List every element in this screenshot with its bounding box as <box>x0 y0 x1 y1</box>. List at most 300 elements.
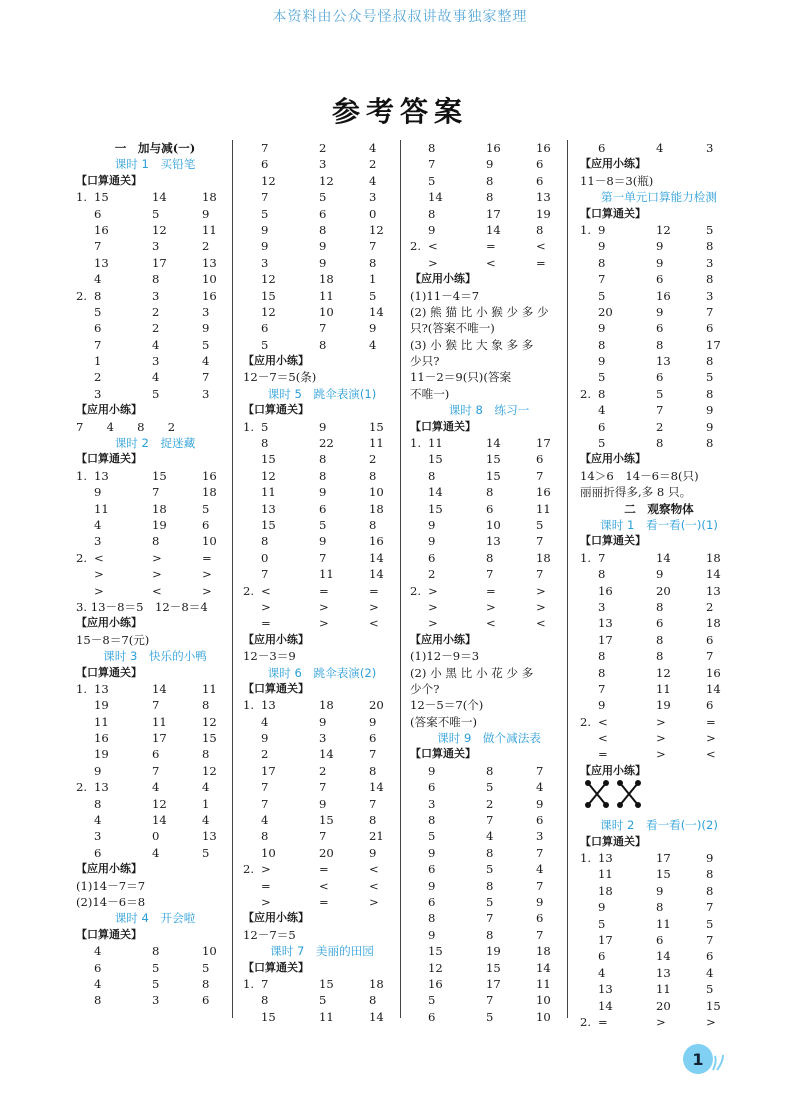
answer-value: 7 <box>369 796 377 811</box>
answer-value: 13 <box>656 965 671 980</box>
answer-value: 5 <box>486 780 494 795</box>
question-number <box>580 932 598 948</box>
answer-row <box>580 948 738 964</box>
answer-value: 7 <box>486 813 494 828</box>
answer-value: = <box>598 747 608 762</box>
answer-value: > <box>94 567 104 582</box>
answer-value: 7 <box>94 239 102 254</box>
answer-value: 7 <box>261 780 269 795</box>
answer-value: 13 <box>94 255 109 270</box>
answer-value: 2 <box>428 567 436 582</box>
answer-value: 5 <box>656 386 664 401</box>
answer-text: 15－8＝7(元) <box>76 632 150 647</box>
answer-value: 12 <box>261 173 276 188</box>
answer-value: 12 <box>319 173 334 188</box>
answer-value: 8 <box>598 665 606 680</box>
answer-value: 15 <box>486 468 501 483</box>
answer-value: 17 <box>598 632 613 647</box>
answer-value: 13 <box>202 829 217 844</box>
answer-row <box>243 156 401 172</box>
question-number <box>410 222 428 238</box>
answer-value: 5 <box>486 894 494 909</box>
answer-value: 14 <box>486 222 501 237</box>
question-number <box>243 517 261 533</box>
answer-value: 16 <box>598 583 613 598</box>
answer-value: 7 <box>94 337 102 352</box>
question-number <box>243 730 261 746</box>
question-number <box>243 320 261 336</box>
question-number <box>410 173 428 189</box>
answer-value: 11 <box>202 222 217 237</box>
answer-value: > <box>202 567 212 582</box>
answer-value: < <box>261 583 271 598</box>
answer-value: 18 <box>536 550 551 565</box>
question-number <box>580 419 598 435</box>
question-number <box>243 501 261 517</box>
question-number <box>580 369 598 385</box>
answer-text: 少只? <box>410 354 440 369</box>
answer-row <box>410 927 568 943</box>
answer-value: 7 <box>656 403 664 418</box>
answer-value: 10 <box>536 993 551 1008</box>
answer-row <box>243 419 401 435</box>
answer-row <box>580 730 738 746</box>
answer-row <box>243 746 401 762</box>
section-header-line <box>243 632 401 648</box>
answer-row <box>76 681 234 697</box>
answer-value: 13 <box>202 255 217 270</box>
question-number: 2. <box>410 239 422 254</box>
section-header: 【应用小练】 <box>76 862 142 876</box>
answer-value: 5 <box>152 960 160 975</box>
answer-value: 8 <box>369 763 377 778</box>
lesson-title-line <box>580 517 738 533</box>
section-header: 【口算通关】 <box>580 834 646 848</box>
question-number <box>76 845 94 861</box>
answer-value: 8 <box>261 436 269 451</box>
answer-row <box>243 140 401 156</box>
answer-value: 8 <box>486 173 494 188</box>
answer-value: 8 <box>656 900 664 915</box>
answer-value: 9 <box>94 763 102 778</box>
question-number <box>76 304 94 320</box>
answer-value: 2 <box>319 141 327 155</box>
answer-value: 7 <box>536 878 544 893</box>
answer-value: 6 <box>536 452 544 467</box>
answer-value: 6 <box>94 321 102 336</box>
answer-row <box>243 501 401 517</box>
answer-value: 6 <box>656 932 664 947</box>
answer-value: 8 <box>486 190 494 205</box>
question-number: 1. <box>76 190 88 205</box>
answer-value: 10 <box>202 272 217 287</box>
question-number <box>580 981 598 997</box>
answer-value: 15 <box>261 517 276 532</box>
section-header-line <box>580 156 738 172</box>
answer-row <box>243 730 401 746</box>
answer-value: = <box>261 878 271 893</box>
unit-title-line <box>76 140 234 156</box>
answer-value: 4 <box>202 354 210 369</box>
answer-value: 11 <box>152 714 167 729</box>
answer-row <box>580 566 738 582</box>
answer-value: 19 <box>656 698 671 713</box>
question-number <box>410 451 428 467</box>
answer-value: 4 <box>152 337 160 352</box>
answer-value: 4 <box>536 780 544 795</box>
cross-lines-icon <box>616 779 642 817</box>
question-number <box>243 992 261 1008</box>
question-number <box>580 665 598 681</box>
section-header-line <box>76 615 234 631</box>
answer-row <box>76 501 234 517</box>
answer-value: 6 <box>94 206 102 221</box>
answer-value: 16 <box>369 534 384 549</box>
answer-value: 15 <box>486 960 501 975</box>
answer-row <box>76 369 234 385</box>
answer-row <box>580 140 738 156</box>
answer-row <box>243 1009 401 1025</box>
answer-value: 14 <box>598 998 613 1013</box>
answer-text: 11－2＝9(只)(答案 <box>410 370 512 385</box>
answer-value: 11 <box>261 485 276 500</box>
question-number <box>410 615 428 631</box>
answer-value: 17 <box>152 255 167 270</box>
answer-value: 5 <box>486 862 494 877</box>
answer-value: 12 <box>202 763 217 778</box>
answer-value: 2 <box>202 239 210 254</box>
answer-value: 9 <box>369 321 377 336</box>
answer-value: 7 <box>536 927 544 942</box>
answer-row <box>76 976 234 992</box>
answer-value: 6 <box>261 321 269 336</box>
answer-row <box>76 714 234 730</box>
question-number <box>243 746 261 762</box>
answer-value: 8 <box>536 222 544 237</box>
question-number <box>580 599 598 615</box>
lesson-title: 课时 7 美丽的田园 <box>270 944 374 959</box>
question-number <box>243 615 261 631</box>
snail-icon <box>683 1044 713 1074</box>
answer-value: < <box>152 583 162 598</box>
answer-value: 2 <box>261 747 269 762</box>
answer-value: 9 <box>428 927 436 942</box>
answer-row <box>76 337 234 353</box>
answer-row <box>580 435 738 451</box>
answer-value: 12 <box>152 796 167 811</box>
answer-row <box>410 779 568 795</box>
section-header-line <box>410 632 568 648</box>
answer-value: > <box>261 599 271 614</box>
unit-title: 二 观察物体 <box>624 501 694 516</box>
question-number <box>410 927 428 943</box>
answer-row <box>76 763 234 779</box>
answer-value: 17 <box>706 337 721 352</box>
answer-value: 3 <box>598 599 606 614</box>
answer-value: 5 <box>202 845 210 860</box>
question-number <box>580 648 598 664</box>
answer-value: 3 <box>706 141 714 155</box>
answer-text: (2) 小 黑 比 小 花 少 多 <box>410 665 534 680</box>
answer-value: 5 <box>369 288 377 303</box>
answer-value: 6 <box>706 949 714 964</box>
answer-value: 16 <box>706 665 721 680</box>
answer-row <box>243 304 401 320</box>
question-number <box>410 845 428 861</box>
lesson-title: 第一单元口算能力检测 <box>601 190 717 205</box>
question-number <box>76 566 94 582</box>
answer-value: 6 <box>656 616 664 631</box>
answer-row <box>76 222 234 238</box>
answer-value: 11 <box>656 982 671 997</box>
answer-value: 16 <box>202 288 217 303</box>
answer-value: 6 <box>656 272 664 287</box>
answer-row <box>243 583 401 599</box>
answer-value: 9 <box>369 845 377 860</box>
answer-value: 3 <box>319 731 327 746</box>
section-header-line <box>76 173 234 189</box>
answer-row <box>580 850 738 866</box>
answer-value: 4 <box>261 714 269 729</box>
answer-row <box>580 550 738 566</box>
lesson-title-line <box>410 730 568 746</box>
answer-row <box>410 796 568 812</box>
answer-value: 5 <box>152 976 160 991</box>
answer-value: 17 <box>486 206 501 221</box>
lesson-title: 课时 5 跳伞表演(1) <box>267 386 377 401</box>
answer-row <box>76 566 234 582</box>
question-number <box>410 484 428 500</box>
answer-row <box>243 779 401 795</box>
answer-value: 18 <box>202 485 217 500</box>
answer-value: 14 <box>369 550 384 565</box>
question-number: 1. <box>580 222 592 237</box>
question-number <box>76 386 94 402</box>
section-header-line <box>76 927 234 943</box>
answer-value: 12 <box>369 222 384 237</box>
answer-value: 9 <box>261 239 269 254</box>
answer-value: 8 <box>656 599 664 614</box>
answer-row <box>580 583 738 599</box>
answer-value: 9 <box>319 796 327 811</box>
answer-value: 7 <box>706 932 714 947</box>
answer-row <box>410 763 568 779</box>
answer-value: 8 <box>706 239 714 254</box>
answer-row <box>76 353 234 369</box>
answer-value: 7 <box>369 747 377 762</box>
answer-value: 11 <box>94 714 109 729</box>
answer-row <box>580 222 738 238</box>
answer-value: 6 <box>428 1009 436 1024</box>
lesson-title: 课时 9 做个减法表 <box>437 731 541 746</box>
question-number <box>580 353 598 369</box>
unit-title-line <box>580 501 738 517</box>
answer-value: 6 <box>598 419 606 434</box>
answer-value: 12 <box>202 714 217 729</box>
answer-value: > <box>536 599 546 614</box>
answer-row <box>243 337 401 353</box>
answer-row <box>243 271 401 287</box>
answer-value: 14 <box>369 304 384 319</box>
answer-value: 3 <box>94 386 102 401</box>
answer-row <box>243 878 401 894</box>
answer-value: 7 <box>319 321 327 336</box>
question-number <box>580 615 598 631</box>
section-header: 【应用小练】 <box>243 911 309 925</box>
section-header: 【口算通关】 <box>410 747 476 761</box>
answer-value: 7 <box>261 190 269 205</box>
unit-title: 一 加与减(一) <box>114 141 196 155</box>
answer-value: 20 <box>598 304 613 319</box>
answer-value: 9 <box>261 731 269 746</box>
answer-value: 8 <box>598 255 606 270</box>
answer-value: 1 <box>94 354 102 369</box>
answer-value: > <box>428 583 438 598</box>
answer-value: 4 <box>94 517 102 532</box>
answer-value: > <box>428 255 438 270</box>
answer-row <box>580 419 738 435</box>
answer-row <box>580 288 738 304</box>
question-number: 2. <box>243 862 255 877</box>
answer-text-line <box>580 484 738 500</box>
section-header-line <box>410 271 568 287</box>
answer-row <box>410 533 568 549</box>
answer-row <box>410 484 568 500</box>
answer-row <box>76 943 234 959</box>
answer-row <box>410 501 568 517</box>
answer-value: 9 <box>598 354 606 369</box>
question-number <box>243 796 261 812</box>
question-number <box>580 566 598 582</box>
answer-value: 12 <box>152 222 167 237</box>
answer-value: 12 <box>428 960 443 975</box>
answer-value: < <box>486 255 496 270</box>
answer-value: 8 <box>94 993 102 1008</box>
answer-value: 16 <box>428 976 443 991</box>
answer-text-line <box>76 419 234 435</box>
lesson-title-line <box>76 156 234 172</box>
answer-row <box>76 828 234 844</box>
answer-value: > <box>656 1014 666 1029</box>
answer-value: > <box>369 894 379 909</box>
answer-row <box>243 484 401 500</box>
answer-value: 13 <box>94 468 109 483</box>
lesson-title-line <box>76 910 234 926</box>
answer-row <box>76 304 234 320</box>
answer-row <box>76 271 234 287</box>
question-number <box>243 533 261 549</box>
answer-row <box>580 320 738 336</box>
answer-value: 13 <box>656 354 671 369</box>
section-header-line <box>580 206 738 222</box>
answer-value: 3 <box>706 255 714 270</box>
answer-value: 9 <box>486 157 494 172</box>
answer-value: < <box>319 878 329 893</box>
answer-value: 5 <box>319 993 327 1008</box>
question-number: 1. <box>76 681 88 696</box>
answer-value: 22 <box>319 436 334 451</box>
answer-value: 18 <box>706 616 721 631</box>
answer-row <box>76 189 234 205</box>
answer-value: 14 <box>486 436 501 451</box>
answer-row <box>410 992 568 1008</box>
answer-text: 不唯一) <box>410 386 450 401</box>
answer-row <box>243 173 401 189</box>
answer-row <box>410 173 568 189</box>
question-number: 1. <box>243 976 255 991</box>
answer-value: 4 <box>94 272 102 287</box>
answer-row <box>580 271 738 287</box>
answer-value: 6 <box>536 911 544 926</box>
answer-value: 4 <box>94 944 102 959</box>
answer-value: 9 <box>319 485 327 500</box>
answer-row <box>410 615 568 631</box>
answer-row <box>243 796 401 812</box>
question-number <box>580 965 598 981</box>
section-header-line <box>243 960 401 976</box>
answer-row <box>410 861 568 877</box>
answer-value: > <box>536 583 546 598</box>
answer-value: 7 <box>152 485 160 500</box>
question-number <box>410 894 428 910</box>
answer-value: 14 <box>706 567 721 582</box>
answer-value: 8 <box>486 878 494 893</box>
answer-value: 8 <box>486 550 494 565</box>
answer-value: 6 <box>656 370 664 385</box>
answer-row <box>243 435 401 451</box>
answer-value: 13 <box>706 583 721 598</box>
question-number <box>243 238 261 254</box>
answer-row <box>243 320 401 336</box>
answer-value: 7 <box>486 567 494 582</box>
answer-column-1 <box>76 140 234 1009</box>
question-number <box>76 812 94 828</box>
answer-value: 12 <box>656 222 671 237</box>
question-number <box>410 910 428 926</box>
answer-value: 14 <box>319 747 334 762</box>
answer-value: 18 <box>369 501 384 516</box>
answer-value: 15 <box>94 190 109 205</box>
answer-value: = <box>598 1014 608 1029</box>
answer-row <box>243 288 401 304</box>
answer-value: 14 <box>656 550 671 565</box>
answer-value: > <box>706 731 716 746</box>
lesson-title: 课时 6 跳伞表演(2) <box>267 665 377 680</box>
answer-value: 7 <box>319 829 327 844</box>
answer-value: 11 <box>319 288 334 303</box>
answer-value: 10 <box>202 534 217 549</box>
answer-value: 8 <box>598 649 606 664</box>
answer-text: 只?(答案不唯一) <box>410 321 495 336</box>
answer-value: 6 <box>598 141 606 155</box>
answer-row <box>410 140 568 156</box>
question-number <box>410 501 428 517</box>
answer-value: 9 <box>536 796 544 811</box>
question-number <box>580 435 598 451</box>
question-number <box>410 992 428 1008</box>
question-number <box>243 271 261 287</box>
answer-value: 5 <box>261 337 269 352</box>
answer-row <box>243 697 401 713</box>
answer-value: = <box>706 714 716 729</box>
answer-value: 5 <box>598 916 606 931</box>
answer-value: 13 <box>261 501 276 516</box>
answer-value: 9 <box>656 567 664 582</box>
answer-text: 12－7＝5 <box>243 927 296 942</box>
question-number <box>410 796 428 812</box>
answer-text-line <box>76 894 234 910</box>
answer-value: 8 <box>486 845 494 860</box>
